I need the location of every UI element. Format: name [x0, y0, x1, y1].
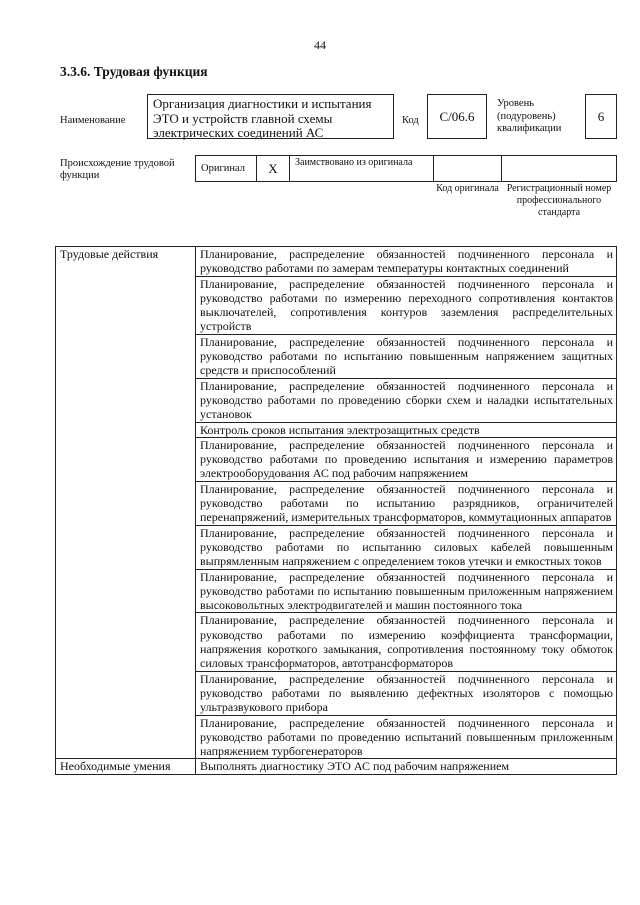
- labor-action-item: Планирование, распределение обязанностей подчиненного персонала и руководство работами по выявлению дефектных изоляторов с помощью ультразвукового прибора: [196, 671, 617, 715]
- original-mark: X: [268, 160, 278, 176]
- labor-action-item: Планирование, распределение обязанностей подчиненного персонала и руководство работами по проведению испытания и измерению параметров электрооборудования АС под рабочим напряжением: [196, 437, 617, 481]
- function-name: Организация диагностики и испытания ЭТО и устройств главной схемы электрических соединений АС: [153, 96, 372, 140]
- function-name-box: [147, 94, 394, 139]
- code-caption: Код оригинала: [436, 183, 499, 194]
- labor-action-item: Планирование, распределение обязанностей подчиненного персонала и руководство работами по испытанию повышенным приложенным напряжением высоковольтных электродвигателей и машин постоянного тока: [196, 569, 617, 613]
- original-mark-cell: [256, 155, 290, 182]
- labor-action-item: Планирование, распределение обязанностей подчиненного персонала и руководство работами по испытанию повышенным напряжением защитных средств и приспособлений: [196, 334, 617, 378]
- table-row: [56, 247, 617, 277]
- labor-action-item: Планирование, распределение обязанностей подчиненного персонала и руководство работами по замерам температуры контактных соединений: [196, 247, 617, 277]
- required-skill-item: Выполнять диагностику ЭТО АС под рабочим напряжением: [196, 759, 617, 774]
- code-label: Код: [402, 115, 419, 126]
- required-skills-label: Необходимые умения: [56, 759, 196, 774]
- labor-function-table: [55, 246, 617, 775]
- level-value: 6: [597, 108, 605, 124]
- original-code-cell: [433, 155, 502, 182]
- labor-action-item: Планирование, распределение обязанностей подчиненного персонала и руководство работами по измерению переходного сопротивления контактов выключателей, сопротивления контуров заземления распределительных устройств: [196, 276, 617, 334]
- labor-actions-label: Трудовые действия: [56, 247, 196, 759]
- name-label: Наименование: [60, 115, 126, 126]
- code-box: [427, 94, 487, 139]
- original-label: Оригинал: [201, 163, 245, 174]
- page-number: 44: [314, 38, 326, 52]
- borrowed-cell: [289, 155, 434, 182]
- original-cell: [195, 155, 257, 182]
- labor-action-item: Планирование, распределение обязанностей подчиненного персонала и руководство работами по измерению коэффициента трансформации, напряжения короткого замыкания, сопротивления постоянному току обмоток силовых трансформаторов, автотрансформаторов: [196, 613, 617, 671]
- code-value: C/06.6: [439, 108, 475, 124]
- origin-label: Происхождение трудовой функции: [60, 158, 175, 181]
- labor-action-item: Планирование, распределение обязанностей подчиненного персонала и руководство работами по проведению сборки схем и наладки испытательных установок: [196, 378, 617, 422]
- registration-number-cell: [501, 155, 617, 182]
- labor-action-item: Планирование, распределение обязанностей подчиненного персонала и руководство работами по испытанию силовых кабелей повышенным выпрямленным напряжением с определением токов утечки и емкостных токов: [196, 525, 617, 569]
- table-row: [56, 759, 617, 774]
- level-box: [585, 94, 617, 139]
- labor-action-item: Планирование, распределение обязанностей подчиненного персонала и руководство работами по испытанию разрядников, ограничителей перенапряжений, измерительных трансформаторов, коммутационных аппаратов: [196, 481, 617, 525]
- registration-caption: Регистрационный номер профессионального стандарта: [506, 183, 612, 218]
- labor-action-item: Контроль сроков испытания электрозащитных средств: [196, 422, 617, 437]
- labor-action-item: Планирование, распределение обязанностей подчиненного персонала и руководство работами по проведению испытаний повышенным приложенным напряжением турбогенераторов: [196, 715, 617, 759]
- level-label: Уровень (подуровень) квалификации: [497, 98, 562, 134]
- borrowed-label: Заимствовано из оригинала: [295, 157, 413, 168]
- section-title: 3.3.6. Трудовая функция: [60, 64, 208, 79]
